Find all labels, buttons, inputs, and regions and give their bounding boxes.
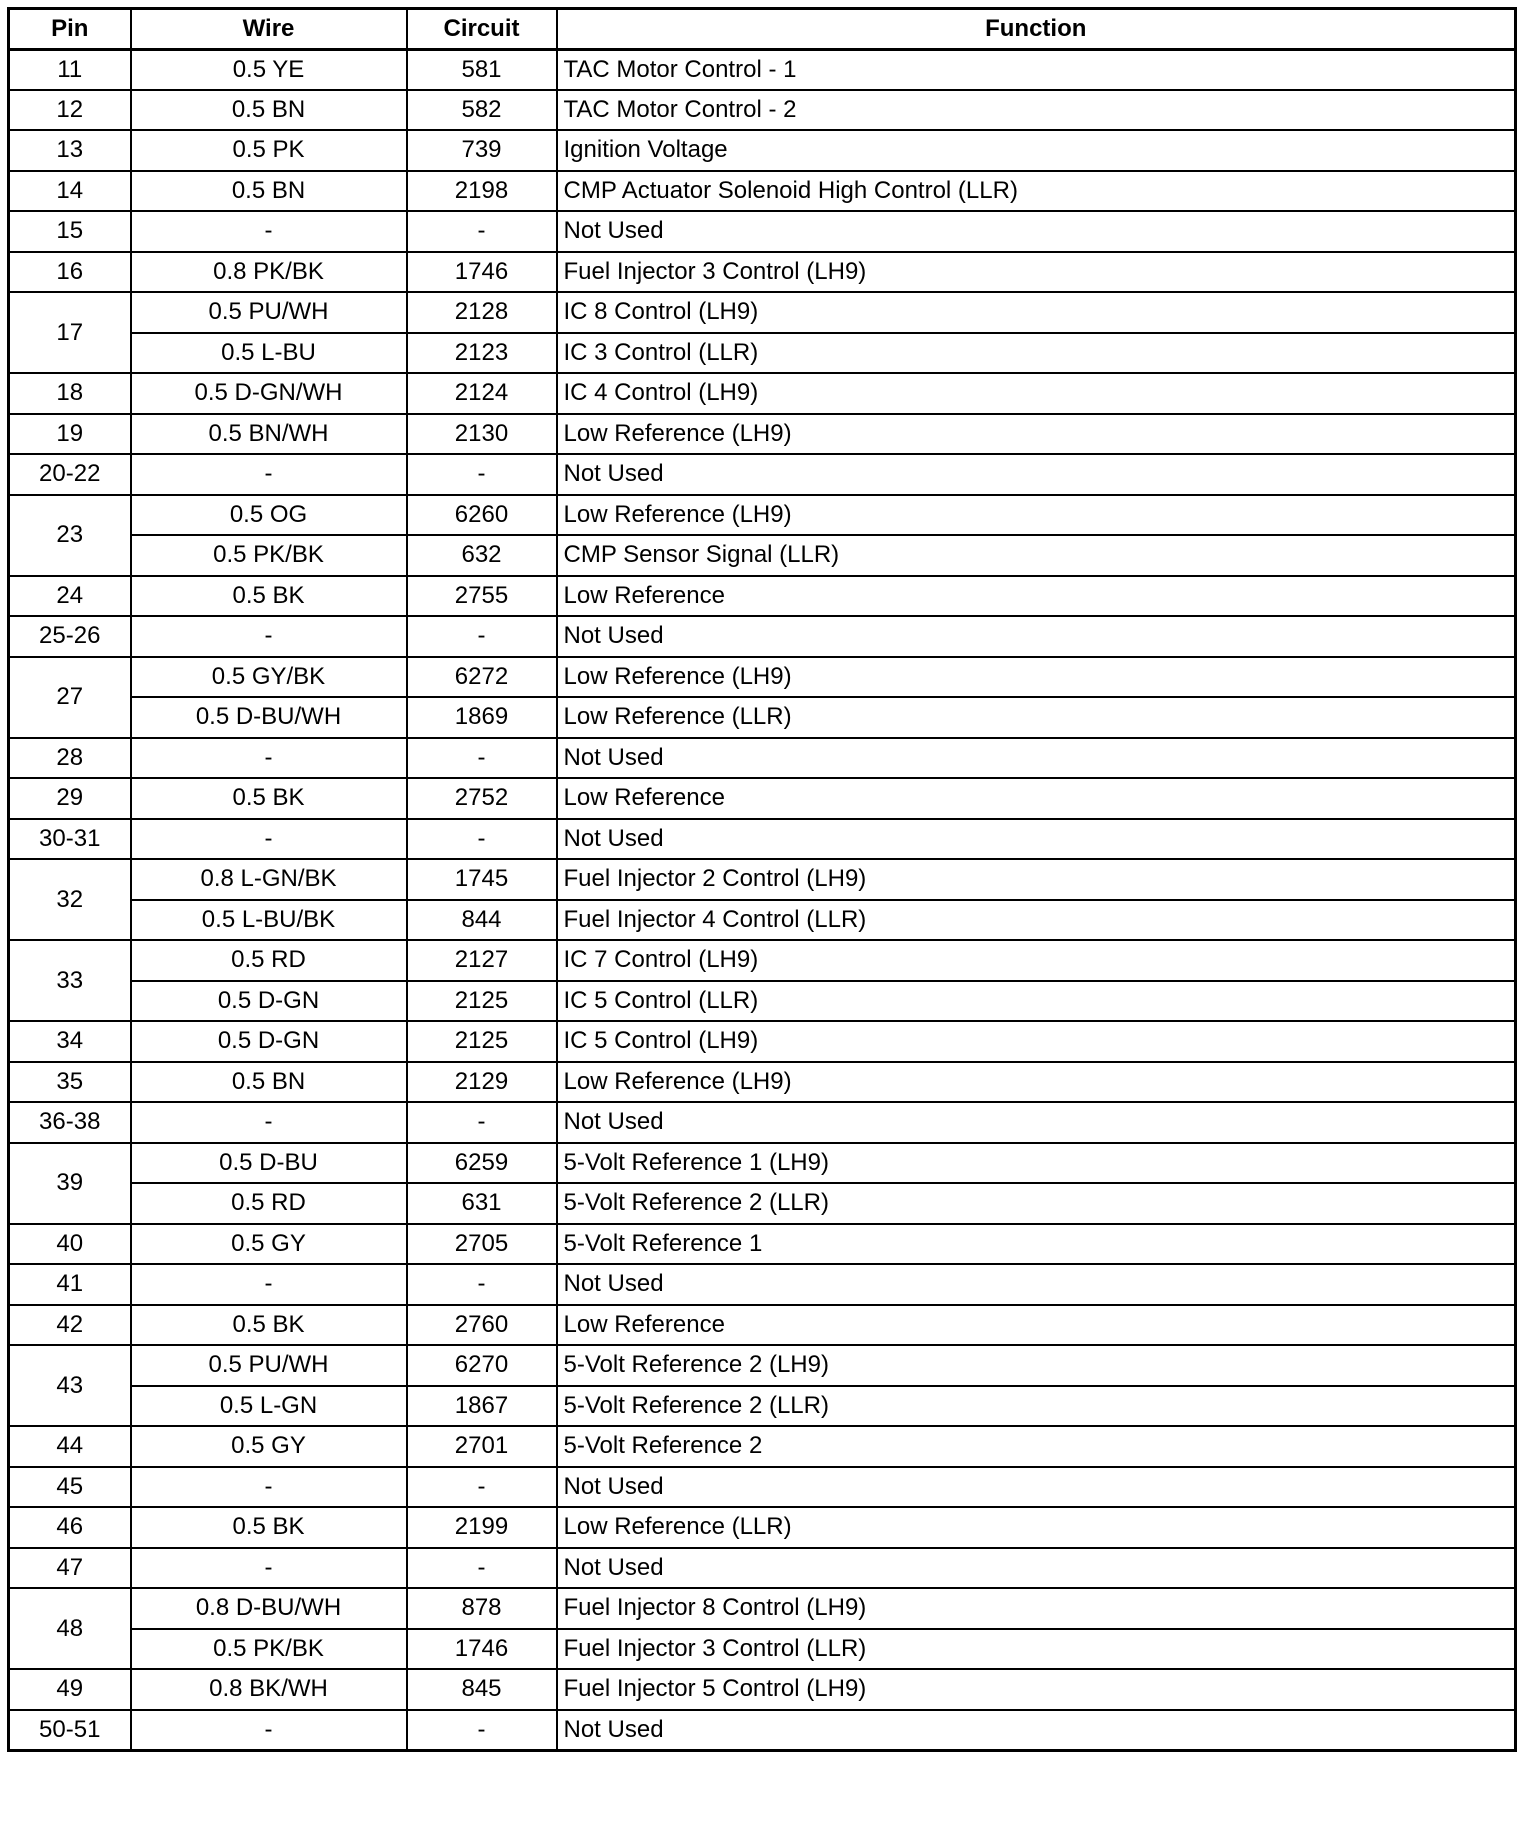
table-row <box>9 1669 1516 1710</box>
pin-cell: 34 <box>9 1021 131 1062</box>
table-row <box>9 900 1516 941</box>
circuit-cell: - <box>407 1710 557 1751</box>
table-row <box>9 333 1516 374</box>
circuit-cell: 2128 <box>407 292 557 333</box>
table-row <box>9 940 1516 981</box>
connector-pinout-table <box>7 7 1517 1752</box>
circuit-cell: - <box>407 1264 557 1305</box>
table-row <box>9 49 1516 90</box>
pin-cell: 35 <box>9 1062 131 1103</box>
table-row <box>9 90 1516 131</box>
wire-cell: - <box>131 1548 407 1589</box>
table-row <box>9 1224 1516 1265</box>
table-row <box>9 1305 1516 1346</box>
table-row <box>9 859 1516 900</box>
circuit-cell: 632 <box>407 535 557 576</box>
function-cell: Fuel Injector 8 Control (LH9) <box>557 1588 1516 1629</box>
function-cell: IC 4 Control (LH9) <box>557 373 1516 414</box>
wire-cell: 0.5 RD <box>131 1183 407 1224</box>
circuit-cell: 2129 <box>407 1062 557 1103</box>
pin-cell: 14 <box>9 171 131 212</box>
wire-cell: - <box>131 1710 407 1751</box>
function-cell: Fuel Injector 4 Control (LLR) <box>557 900 1516 941</box>
wire-cell: - <box>131 738 407 779</box>
table-body <box>9 49 1516 1750</box>
table-row <box>9 576 1516 617</box>
wire-cell: 0.5 D-BU/WH <box>131 697 407 738</box>
header-pin: Pin <box>9 9 131 50</box>
function-cell: Low Reference (LLR) <box>557 1507 1516 1548</box>
wire-cell: 0.5 PK/BK <box>131 1629 407 1670</box>
wire-cell: 0.8 PK/BK <box>131 252 407 293</box>
pin-cell: 18 <box>9 373 131 414</box>
circuit-cell: 2760 <box>407 1305 557 1346</box>
pin-cell: 36-38 <box>9 1102 131 1143</box>
table-row <box>9 1467 1516 1508</box>
wire-cell: 0.5 BK <box>131 576 407 617</box>
header-function: Function <box>557 9 1516 50</box>
pin-cell: 24 <box>9 576 131 617</box>
wire-cell: 0.5 GY <box>131 1426 407 1467</box>
pin-cell: 40 <box>9 1224 131 1265</box>
table-row <box>9 130 1516 171</box>
pin-cell: 44 <box>9 1426 131 1467</box>
table-row <box>9 1183 1516 1224</box>
circuit-cell: 2705 <box>407 1224 557 1265</box>
circuit-cell: 1746 <box>407 1629 557 1670</box>
wire-cell: 0.5 RD <box>131 940 407 981</box>
circuit-cell: 581 <box>407 49 557 90</box>
wire-cell: 0.5 L-BU/BK <box>131 900 407 941</box>
circuit-cell: 6260 <box>407 495 557 536</box>
table-header <box>9 9 1516 50</box>
pin-cell: 45 <box>9 1467 131 1508</box>
table-row <box>9 373 1516 414</box>
table-row <box>9 981 1516 1022</box>
wire-cell: 0.5 L-BU <box>131 333 407 374</box>
table-row <box>9 1426 1516 1467</box>
circuit-cell: - <box>407 819 557 860</box>
table-row <box>9 495 1516 536</box>
table-row <box>9 292 1516 333</box>
circuit-cell: 2755 <box>407 576 557 617</box>
header-circuit: Circuit <box>407 9 557 50</box>
wire-cell: 0.5 PK <box>131 130 407 171</box>
function-cell: 5-Volt Reference 2 <box>557 1426 1516 1467</box>
function-cell: Low Reference <box>557 1305 1516 1346</box>
circuit-cell: 845 <box>407 1669 557 1710</box>
table-row <box>9 1345 1516 1386</box>
wire-cell: 0.5 D-GN/WH <box>131 373 407 414</box>
pin-cell: 50-51 <box>9 1710 131 1751</box>
function-cell: Low Reference (LH9) <box>557 657 1516 698</box>
wire-cell: - <box>131 211 407 252</box>
pin-cell: 27 <box>9 657 131 738</box>
circuit-cell: 1746 <box>407 252 557 293</box>
circuit-cell: 2127 <box>407 940 557 981</box>
pin-cell: 29 <box>9 778 131 819</box>
circuit-cell: 2701 <box>407 1426 557 1467</box>
wire-cell: 0.5 BK <box>131 778 407 819</box>
circuit-cell: 6272 <box>407 657 557 698</box>
wire-cell: 0.8 L-GN/BK <box>131 859 407 900</box>
function-cell: Not Used <box>557 1548 1516 1589</box>
pin-cell: 15 <box>9 211 131 252</box>
function-cell: Fuel Injector 2 Control (LH9) <box>557 859 1516 900</box>
function-cell: Not Used <box>557 1102 1516 1143</box>
header-row <box>9 9 1516 50</box>
function-cell: Not Used <box>557 819 1516 860</box>
table-row <box>9 1021 1516 1062</box>
function-cell: IC 5 Control (LH9) <box>557 1021 1516 1062</box>
wire-cell: - <box>131 616 407 657</box>
table-row <box>9 454 1516 495</box>
function-cell: Low Reference <box>557 576 1516 617</box>
table-row <box>9 778 1516 819</box>
wire-cell: - <box>131 1467 407 1508</box>
circuit-cell: 2124 <box>407 373 557 414</box>
circuit-cell: - <box>407 1548 557 1589</box>
table-row <box>9 1548 1516 1589</box>
circuit-cell: - <box>407 454 557 495</box>
pin-cell: 13 <box>9 130 131 171</box>
table-row <box>9 616 1516 657</box>
pin-cell: 30-31 <box>9 819 131 860</box>
function-cell: Not Used <box>557 211 1516 252</box>
wire-cell: 0.5 BK <box>131 1507 407 1548</box>
circuit-cell: 844 <box>407 900 557 941</box>
wire-cell: 0.5 BK <box>131 1305 407 1346</box>
function-cell: Fuel Injector 5 Control (LH9) <box>557 1669 1516 1710</box>
function-cell: IC 5 Control (LLR) <box>557 981 1516 1022</box>
wire-cell: 0.5 PU/WH <box>131 1345 407 1386</box>
wire-cell: 0.5 OG <box>131 495 407 536</box>
table-row <box>9 1629 1516 1670</box>
circuit-cell: - <box>407 211 557 252</box>
pin-cell: 20-22 <box>9 454 131 495</box>
function-cell: IC 8 Control (LH9) <box>557 292 1516 333</box>
function-cell: Low Reference (LH9) <box>557 1062 1516 1103</box>
function-cell: Fuel Injector 3 Control (LH9) <box>557 252 1516 293</box>
circuit-cell: 6259 <box>407 1143 557 1184</box>
circuit-cell: 2125 <box>407 1021 557 1062</box>
table-row <box>9 171 1516 212</box>
wire-cell: 0.5 BN <box>131 90 407 131</box>
function-cell: 5-Volt Reference 2 (LLR) <box>557 1386 1516 1427</box>
table-row <box>9 1264 1516 1305</box>
circuit-cell: 631 <box>407 1183 557 1224</box>
circuit-cell: 878 <box>407 1588 557 1629</box>
table-row <box>9 657 1516 698</box>
circuit-cell: - <box>407 738 557 779</box>
function-cell: Not Used <box>557 738 1516 779</box>
wire-cell: 0.5 BN <box>131 1062 407 1103</box>
table-row <box>9 1062 1516 1103</box>
header-wire: Wire <box>131 9 407 50</box>
pin-cell: 46 <box>9 1507 131 1548</box>
table-row <box>9 1710 1516 1751</box>
wire-cell: - <box>131 454 407 495</box>
function-cell: 5-Volt Reference 2 (LH9) <box>557 1345 1516 1386</box>
circuit-cell: 2752 <box>407 778 557 819</box>
circuit-cell: 2125 <box>407 981 557 1022</box>
circuit-cell: 2123 <box>407 333 557 374</box>
function-cell: IC 3 Control (LLR) <box>557 333 1516 374</box>
function-cell: 5-Volt Reference 2 (LLR) <box>557 1183 1516 1224</box>
function-cell: CMP Sensor Signal (LLR) <box>557 535 1516 576</box>
function-cell: Ignition Voltage <box>557 130 1516 171</box>
pin-cell: 25-26 <box>9 616 131 657</box>
pin-cell: 42 <box>9 1305 131 1346</box>
function-cell: Not Used <box>557 1264 1516 1305</box>
circuit-cell: 1745 <box>407 859 557 900</box>
function-cell: CMP Actuator Solenoid High Control (LLR) <box>557 171 1516 212</box>
wire-cell: 0.5 PK/BK <box>131 535 407 576</box>
pin-cell: 43 <box>9 1345 131 1426</box>
function-cell: Low Reference (LLR) <box>557 697 1516 738</box>
pin-cell: 23 <box>9 495 131 576</box>
pin-cell: 49 <box>9 1669 131 1710</box>
wire-cell: - <box>131 1264 407 1305</box>
table-row <box>9 1102 1516 1143</box>
table-row <box>9 414 1516 455</box>
pin-cell: 11 <box>9 49 131 90</box>
function-cell: TAC Motor Control - 1 <box>557 49 1516 90</box>
table-row <box>9 697 1516 738</box>
function-cell: TAC Motor Control - 2 <box>557 90 1516 131</box>
table-row <box>9 1143 1516 1184</box>
table-row <box>9 211 1516 252</box>
circuit-cell: 2199 <box>407 1507 557 1548</box>
function-cell: Not Used <box>557 1467 1516 1508</box>
wire-cell: 0.5 BN/WH <box>131 414 407 455</box>
function-cell: IC 7 Control (LH9) <box>557 940 1516 981</box>
circuit-cell: - <box>407 1467 557 1508</box>
circuit-cell: - <box>407 616 557 657</box>
pin-cell: 41 <box>9 1264 131 1305</box>
pin-cell: 48 <box>9 1588 131 1669</box>
pin-cell: 12 <box>9 90 131 131</box>
table-row <box>9 252 1516 293</box>
function-cell: Low Reference (LH9) <box>557 495 1516 536</box>
table-row <box>9 1386 1516 1427</box>
circuit-cell: 739 <box>407 130 557 171</box>
wire-cell: 0.5 GY/BK <box>131 657 407 698</box>
table-row <box>9 738 1516 779</box>
function-cell: Low Reference (LH9) <box>557 414 1516 455</box>
circuit-cell: 6270 <box>407 1345 557 1386</box>
pin-cell: 47 <box>9 1548 131 1589</box>
wire-cell: 0.5 PU/WH <box>131 292 407 333</box>
function-cell: Low Reference <box>557 778 1516 819</box>
wire-cell: 0.8 D-BU/WH <box>131 1588 407 1629</box>
table-row <box>9 1507 1516 1548</box>
wire-cell: 0.5 GY <box>131 1224 407 1265</box>
circuit-cell: 1867 <box>407 1386 557 1427</box>
wire-cell: 0.5 YE <box>131 49 407 90</box>
pin-cell: 19 <box>9 414 131 455</box>
pin-cell: 39 <box>9 1143 131 1224</box>
wire-cell: 0.5 L-GN <box>131 1386 407 1427</box>
pin-cell: 32 <box>9 859 131 940</box>
pin-cell: 17 <box>9 292 131 373</box>
table-row <box>9 1588 1516 1629</box>
wire-cell: 0.8 BK/WH <box>131 1669 407 1710</box>
table-row <box>9 819 1516 860</box>
wire-cell: - <box>131 1102 407 1143</box>
wire-cell: - <box>131 819 407 860</box>
wire-cell: 0.5 D-GN <box>131 981 407 1022</box>
function-cell: 5-Volt Reference 1 <box>557 1224 1516 1265</box>
circuit-cell: 2198 <box>407 171 557 212</box>
pin-cell: 16 <box>9 252 131 293</box>
wire-cell: 0.5 BN <box>131 171 407 212</box>
function-cell: Not Used <box>557 1710 1516 1751</box>
function-cell: Not Used <box>557 616 1516 657</box>
pin-cell: 28 <box>9 738 131 779</box>
circuit-cell: 582 <box>407 90 557 131</box>
circuit-cell: - <box>407 1102 557 1143</box>
wire-cell: 0.5 D-GN <box>131 1021 407 1062</box>
function-cell: Not Used <box>557 454 1516 495</box>
function-cell: 5-Volt Reference 1 (LH9) <box>557 1143 1516 1184</box>
circuit-cell: 2130 <box>407 414 557 455</box>
function-cell: Fuel Injector 3 Control (LLR) <box>557 1629 1516 1670</box>
table-row <box>9 535 1516 576</box>
circuit-cell: 1869 <box>407 697 557 738</box>
pin-cell: 33 <box>9 940 131 1021</box>
wire-cell: 0.5 D-BU <box>131 1143 407 1184</box>
